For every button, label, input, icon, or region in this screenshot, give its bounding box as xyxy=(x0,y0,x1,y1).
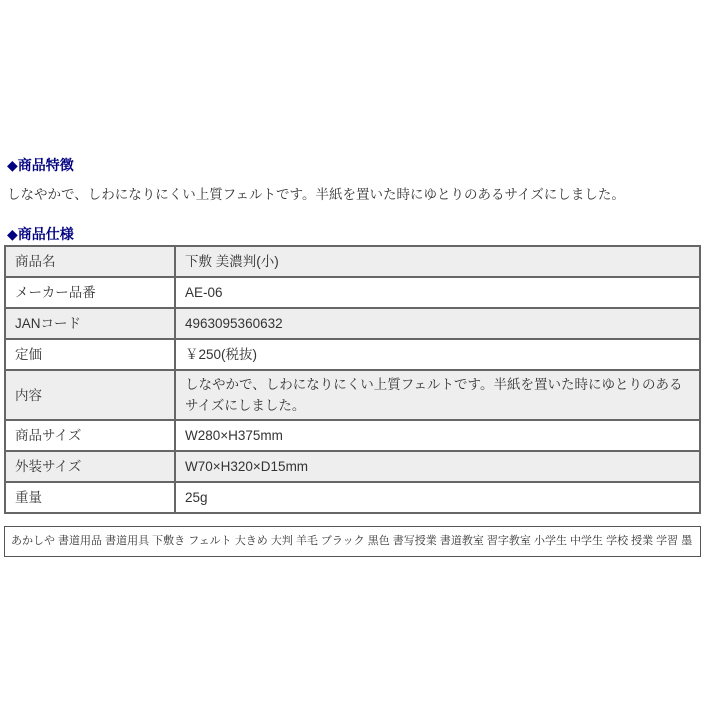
spec-table xyxy=(4,245,701,514)
spec-value: AE-06 xyxy=(175,277,700,308)
spec-label: 商品サイズ xyxy=(5,420,175,451)
spec-value: W280×H375mm xyxy=(175,420,700,451)
features-description: しなやかで、しわになりにくい上質フェルトです。半紙を置いた時にゆとりのあるサイズにしました。 xyxy=(7,187,625,202)
spec-label: 外装サイズ xyxy=(5,451,175,482)
spec-value: W70×H320×D15mm xyxy=(175,451,700,482)
table-row xyxy=(5,246,700,277)
spec-label: 重量 xyxy=(5,482,175,513)
spec-label: メーカー品番 xyxy=(5,277,175,308)
table-row xyxy=(5,451,700,482)
spec-label: JANコード xyxy=(5,308,175,339)
table-row xyxy=(5,482,700,513)
keyword-tags: あかしや 書道用品 書道用具 下敷き フェルト 大きめ 大判 羊毛 ブラック 黒色 書写授業 書道教室 習字教室 小学生 中学生 学校 授業 学習 墨 xyxy=(4,526,701,557)
spec-table-body xyxy=(5,246,700,513)
table-row xyxy=(5,308,700,339)
table-row xyxy=(5,277,700,308)
spec-value: 下敷 美濃判(小) xyxy=(175,246,700,277)
table-row xyxy=(5,370,700,420)
spec-label: 定価 xyxy=(5,339,175,370)
spec-value: しなやかで、しわになりにくい上質フェルトです。半紙を置いた時にゆとりのあるサイズにしました。 xyxy=(175,370,700,420)
section-title-specs: ◆商品仕様 xyxy=(7,226,74,242)
spec-label: 商品名 xyxy=(5,246,175,277)
spec-value: 4963095360632 xyxy=(175,308,700,339)
section-title-features: ◆商品特徴 xyxy=(7,157,74,173)
spec-label: 内容 xyxy=(5,370,175,420)
spec-value: 25g xyxy=(175,482,700,513)
table-row xyxy=(5,420,700,451)
spec-value: ￥250(税抜) xyxy=(175,339,700,370)
table-row xyxy=(5,339,700,370)
